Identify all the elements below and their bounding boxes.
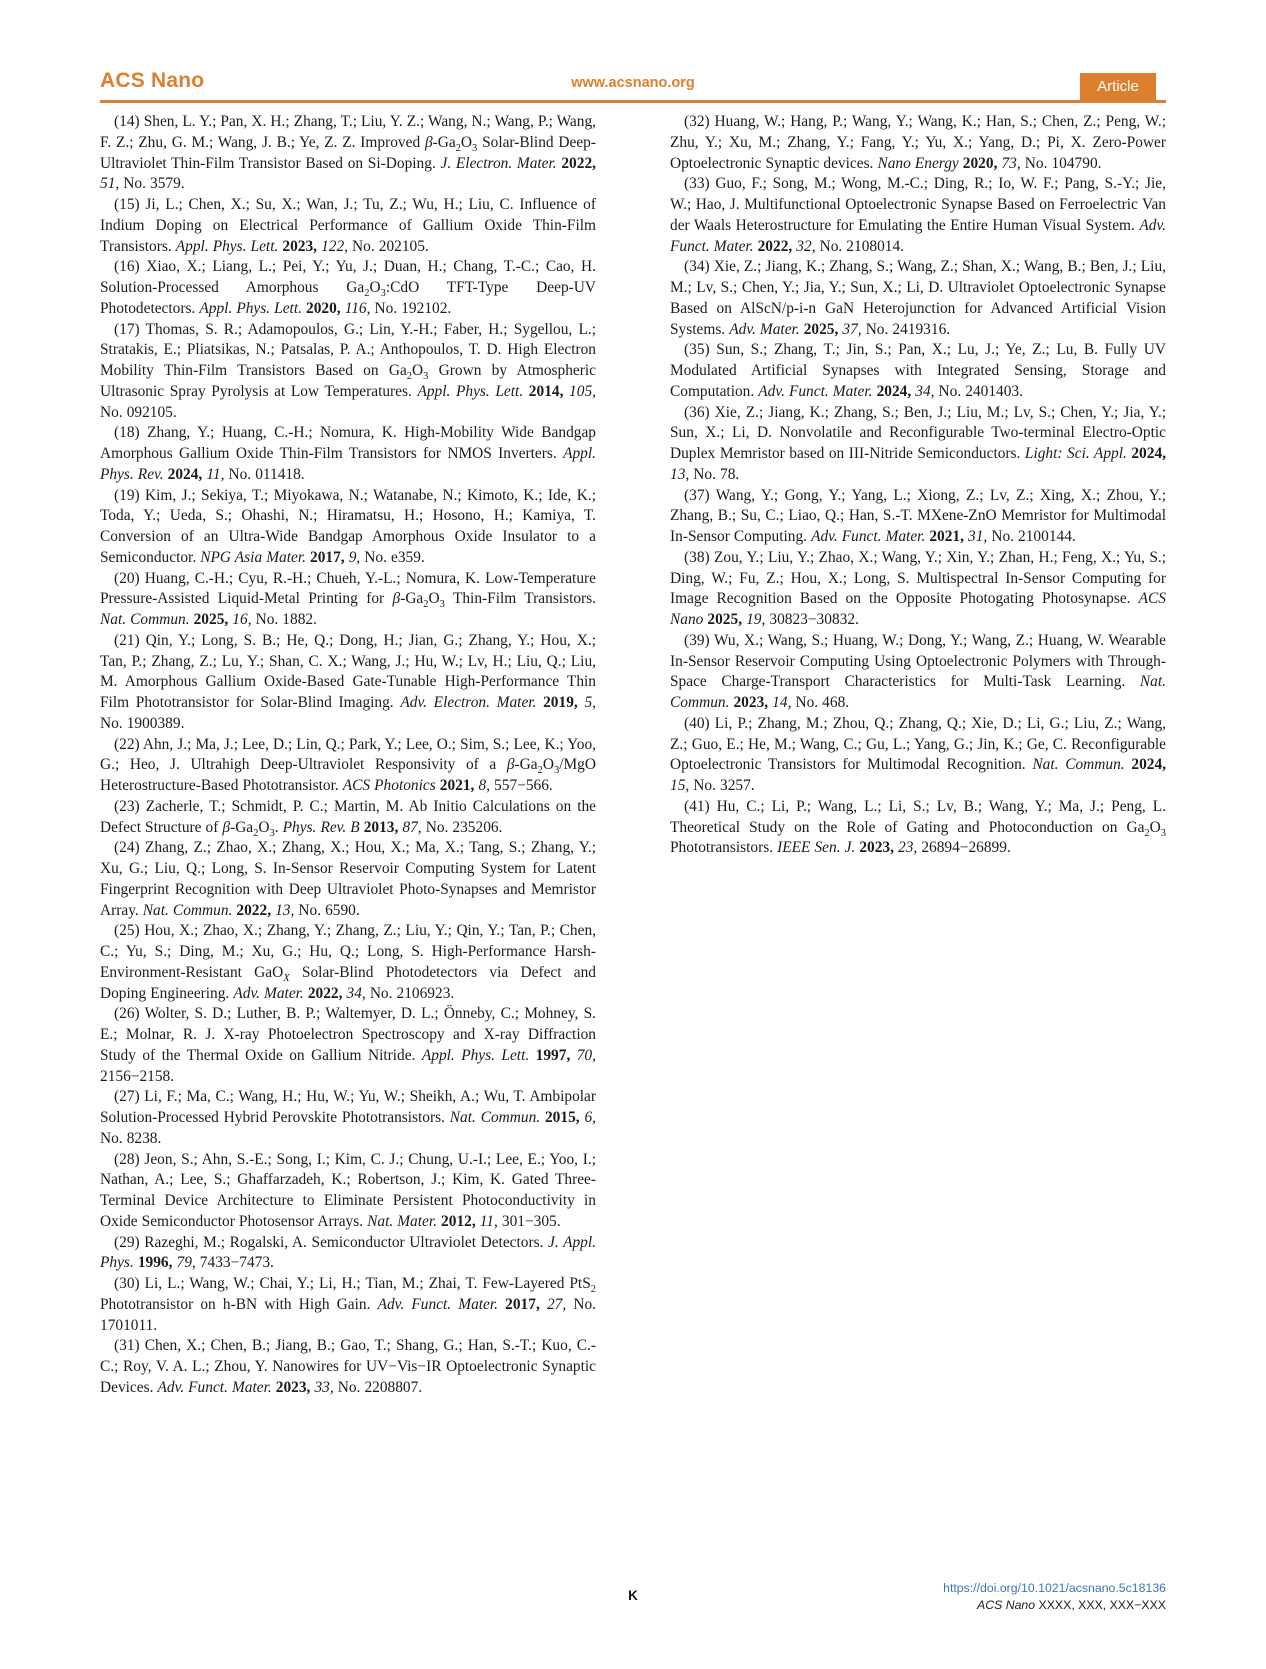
references-section — [100, 112, 1166, 1399]
ref-text-segment: (24) Zhang, Z.; Zhao, X.; Zhang, X.; Hou, X.; Ma, X.; Tang, S.; Zhang, Y.; Xu, G.; Liu, Q.; Long, S. In-Sensor Reservoir Computing System for Latent Fingerprint Recognition with Deep Ultraviolet Photo-Synapses and Memristor Array. — [100, 839, 596, 919]
ref-text-segment: No. 2401403. — [938, 382, 1023, 400]
footer — [100, 1578, 1166, 1628]
ref-text-segment: 2023, — [282, 237, 322, 255]
ref-text-segment: Nat. Commun. — [1032, 756, 1132, 774]
ref-text-segment: No. 2208807. — [337, 1378, 423, 1396]
ref-text-segment: O — [1149, 818, 1161, 836]
ref-text-segment: Adv. Electron. Mater. — [400, 694, 544, 711]
reference-item — [670, 112, 1166, 174]
ref-text-segment: Appl. Phys. Lett. — [417, 382, 529, 400]
ref-text-segment: 2025, — [803, 320, 843, 338]
ref-text-segment: 87, — [402, 818, 426, 836]
ref-text-segment: 2024, — [1131, 445, 1166, 462]
ref-text-segment: (26) Wolter, S. D.; Luther, B. P.; Waltemyer, D. L.; Önneby, C.; Mohney, S. E.; Molnar, R. J. X-ray Photoelectron Spectroscopy and X-ray Diffraction Study of the Thermal Oxide on Gallium Nitride. — [100, 1005, 596, 1064]
ref-text-segment: Light: Sci. Appl. — [1024, 445, 1132, 462]
reference-item — [670, 486, 1166, 548]
ref-text-segment: (14) Shen, L. Y.; Pan, X. H.; Zhang, T.; Liu, Y. Z.; Wang, N.; Wang, P.; Wang, F. Z.; Zhu, G. M.; Wang, J. B.; Ye, Z. Z. Improved — [100, 113, 596, 151]
ref-text-segment: No. e359. — [364, 548, 425, 566]
ref-text-segment: (20) Huang, C.-H.; Cyu, R.-H.; Chueh, Y.-L.; Nomura, K. Low-Temperature Pressure-Assisted Liquid-Metal Printing for — [100, 569, 596, 608]
ref-text-segment: 9, — [348, 548, 365, 566]
ref-text-segment: No. 1900389. — [100, 714, 185, 732]
ref-text-segment: 2020, — [306, 299, 345, 317]
ref-text-segment: -Ga — [514, 756, 538, 774]
ref-text-segment: 105, — [569, 382, 596, 400]
ref-text-segment: J. Appl. Phys. — [100, 1233, 596, 1272]
ref-text-segment: No. 468. — [795, 694, 850, 711]
reference-item — [100, 112, 596, 195]
reference-item — [100, 1150, 596, 1233]
ref-text-segment: 2 — [537, 765, 543, 777]
ref-text-segment: (31) Chen, X.; Chen, B.; Jiang, B.; Gao, T.; Shang, G.; Han, S.-T.; Kuo, C.-C.; Roy, V. A. L.; Zhou, Y. Nanowires for UV−Vis−IR Optoelectronic Synaptic Devices. — [100, 1337, 596, 1396]
journal-url: www.acsnano.org — [571, 75, 695, 91]
ref-text-segment: No. 2108014. — [819, 237, 905, 255]
ref-text-segment: No. 104790. — [1024, 154, 1102, 172]
ref-text-segment: 2014, — [528, 382, 570, 400]
ref-text-segment: 3 — [472, 142, 478, 154]
ref-text-segment: (35) Sun, S.; Zhang, T.; Jin, S.; Pan, X.; Lu, J.; Ye, Z.; Lu, B. Fully UV Modulated Artificial Synapses with Integrated Sensing, Storage and Computation. — [670, 341, 1166, 400]
ref-text-segment: Thin-Film Transistors. — [444, 590, 597, 608]
ref-text-segment: Phototransistor on h-BN with High Gain. — [100, 1295, 378, 1313]
ref-text-segment: ACS Nano — [670, 590, 1166, 628]
ref-text-segment: Adv. Mater. — [233, 984, 308, 1002]
reference-item — [100, 486, 596, 569]
ref-text-segment: -Ga — [230, 818, 254, 836]
ref-text-segment: No. 6590. — [298, 901, 360, 919]
ref-text-segment: (33) Guo, F.; Song, M.; Wong, M.-C.; Ding, R.; Io, W. F.; Pang, S.-Y.; Jie, W.; Hao, J. Multifunctional Optoelectronic Synapse Based on Ferroelectric Van der Waals Heterostructure for Emulating the Entire Human Visual System. — [670, 175, 1166, 234]
ref-text-segment: J. Electron. Mater. — [440, 154, 562, 172]
ref-text-segment: 2022, — [561, 154, 596, 172]
ref-text-segment: 3 — [553, 765, 560, 777]
ref-text-segment: (30) Li, L.; Wang, W.; Chai, Y.; Li, H.; Tian, M.; Zhai, T. Few-Layered PtS — [114, 1275, 591, 1292]
ref-text-segment: 34, — [915, 382, 939, 400]
ref-text-segment: (28) Jeon, S.; Ahn, S.-E.; Song, I.; Kim, C. J.; Chung, U.-I.; Lee, E.; Yoo, I.; Nathan, A.; Lee, S.; Ghaffarzadeh, K.; Robertson, J.; Kim, K. Gated Three-Terminal Device Architecture to Eliminate Persistent Photoconductivity in Oxide Semiconductor Photosensor Arrays. — [100, 1150, 596, 1230]
ref-text-segment: (17) Thomas, S. R.; Adamopoulos, G.; Lin, Y.-H.; Faber, H.; Sygellou, L.; Stratakis, E.; Pliatsikas, N.; Patsalas, P. A.; Anthopoulos, T. D. High Electron Mobility Thin-Film Transistors Based on Ga — [100, 320, 596, 379]
reference-item — [100, 1233, 596, 1275]
ref-text-segment: O — [542, 756, 554, 774]
ref-text-segment: 2 — [590, 1284, 596, 1296]
ref-text-segment: 15, — [670, 777, 694, 794]
ref-text-segment: 79, — [176, 1254, 200, 1272]
reference-item — [100, 423, 596, 485]
ref-text-segment: Adv. Mater. — [729, 320, 804, 338]
ref-text-segment: 2156−2158. — [100, 1067, 175, 1085]
reference-item — [100, 797, 596, 839]
footer-citation-block — [943, 1580, 1166, 1614]
reference-item — [670, 631, 1166, 714]
ref-text-segment: No. 2100144. — [991, 528, 1076, 545]
ref-text-segment: 3 — [380, 288, 386, 300]
ref-text-segment: Grown by Atmospheric Ultrasonic Spray Pyrolysis at Low Temperatures. — [100, 362, 596, 400]
ref-text-segment: 19, — [746, 611, 770, 628]
ref-text-segment: Phototransistors. — [670, 839, 778, 857]
ref-text-segment: NPG Asia Mater. — [200, 548, 310, 566]
reference-item — [100, 569, 596, 631]
reference-item — [100, 1087, 596, 1149]
ref-text-segment: Adv. Funct. Mater. — [377, 1295, 506, 1313]
ref-text-segment: β — [506, 756, 515, 774]
ref-text-segment: No. 3257. — [693, 777, 755, 794]
ref-text-segment: No. 3579. — [123, 175, 185, 193]
ref-text-segment: (41) Hu, C.; Li, P.; Wang, L.; Li, S.; Lv, B.; Wang, Y.; Ma, J.; Peng, L. Theoretical Study on the Role of Gating and Photoconduction on Ga — [670, 797, 1166, 836]
ref-text-segment: 557−566. — [494, 777, 553, 794]
ref-text-segment: -Ga — [400, 590, 424, 608]
ref-text-segment: 2021, — [439, 777, 479, 794]
ref-text-segment: 2022, — [236, 901, 276, 919]
ref-text-segment: 1996, — [137, 1254, 177, 1272]
ref-text-segment: 3 — [439, 599, 445, 611]
ref-text-segment: 13, — [670, 465, 694, 483]
ref-text-segment: No. 8238. — [100, 1129, 162, 1147]
citation-journal-name: ACS Nano — [977, 1598, 1036, 1612]
ref-text-segment: (29) Razeghi, M.; Rogalski, A. Semiconductor Ultraviolet Detectors. — [114, 1233, 549, 1251]
ref-text-segment: Nat. Mater. — [367, 1212, 442, 1230]
reference-item — [100, 1336, 596, 1398]
ref-text-segment: β — [392, 590, 401, 608]
ref-text-segment: 33, — [314, 1378, 338, 1396]
ref-text-segment: 8, — [478, 777, 495, 794]
ref-text-segment: No. 192102. — [374, 299, 452, 317]
ref-text-segment: (32) Huang, W.; Hang, P.; Wang, Y.; Wang, K.; Han, S.; Chen, Z.; Peng, W.; Zhu, Y.; Xu, M.; Zhang, Y.; Fang, Y.; Yu, X.; Yang, D.; Pi, X. Zero-Power Optoelectronic Synaptic devices. — [670, 113, 1166, 172]
ref-text-segment: Adv. Funct. Mater. — [811, 528, 930, 545]
references-column-right — [670, 112, 1166, 1399]
citation-issue-info: XXXX, XXX, XXX−XXX — [1035, 1598, 1166, 1612]
ref-text-segment: IEEE Sen. J. — [777, 839, 860, 857]
ref-text-segment: 122, — [321, 237, 353, 255]
ref-text-segment: (40) Li, P.; Zhang, M.; Zhou, Q.; Zhang, Q.; Xie, D.; Li, G.; Liu, Z.; Wang, Z.; Guo, E.; He, M.; Wang, C.; Gu, L.; Yang, G.; Jin, K.; Ge, C. Reconfigurable Optoelectronic Transistors for Multimodal Recognition. — [670, 714, 1166, 774]
ref-text-segment: 14, — [772, 694, 796, 711]
ref-text-segment: No. 1701011. — [100, 1295, 596, 1334]
ref-text-segment: 70, — [576, 1046, 596, 1064]
ref-text-segment: 3 — [269, 827, 275, 839]
ref-text-segment: 37, — [842, 320, 866, 338]
ref-text-segment: 2025, — [707, 611, 747, 628]
ref-text-segment: Appl. Phys. Lett. — [199, 299, 306, 317]
ref-text-segment: Solar-Blind Deep-Ultraviolet Thin-Film Transistor Based on Si-Doping. — [100, 133, 596, 172]
ref-text-segment: 2025, — [193, 611, 233, 628]
journal-logo: ACS Nano — [100, 69, 205, 92]
header — [100, 0, 1166, 103]
header-rule — [100, 100, 1166, 103]
ref-text-segment: (37) Wang, Y.; Gong, Y.; Yang, L.; Xiong, Z.; Lv, Z.; Xing, X.; Zhou, Y.; Zhang, B.; Su, C.; Liao, Q.; Han, S.-T. MXene-ZnO Memristor for Multimodal In-Sensor Computing. — [670, 486, 1166, 545]
ref-text-segment: 26894−26899. — [921, 839, 1011, 857]
reference-item — [100, 735, 596, 797]
ref-text-segment: 2020, — [962, 154, 1002, 172]
ref-text-segment: Nat. Commun. — [670, 673, 1166, 711]
ref-text-segment: 1997, — [535, 1046, 577, 1064]
ref-text-segment: No. 2419316. — [865, 320, 951, 338]
ref-text-segment: Nano Energy — [877, 154, 963, 172]
ref-text-segment: 2022, — [757, 237, 797, 255]
ref-text-segment: No. 78. — [693, 465, 740, 483]
ref-text-segment: ACS Photonics — [342, 777, 440, 794]
ref-text-segment: 2019, — [543, 694, 585, 711]
article-type-badge: Article — [1080, 73, 1156, 100]
reference-item — [100, 195, 596, 257]
ref-text-segment: 2015, — [544, 1109, 585, 1126]
ref-text-segment: 2013, — [363, 818, 403, 836]
reference-item — [670, 403, 1166, 486]
ref-text-segment: O — [460, 133, 473, 151]
ref-text-segment: 34, — [346, 984, 370, 1002]
ref-text-segment: 11, — [206, 465, 229, 483]
reference-item — [100, 257, 596, 319]
reference-item — [670, 340, 1166, 402]
ref-text-segment: No. 011418. — [228, 465, 305, 483]
ref-text-segment: (21) Qin, Y.; Long, S. B.; He, Q.; Dong, H.; Jian, G.; Zhang, Y.; Hou, X.; Tan, P.; Zhang, Z.; Lu, Y.; Shan, C. X.; Wang, J.; Hu, W.; Lv, H.; Liu, Q.; Liu, M. Amorphous Gallium Oxide-Based Gate-Tunable High-Performance Thin Film Phototransistor for Solar-Blind Imaging. — [100, 631, 596, 711]
ref-text-segment: 2021, — [929, 528, 969, 545]
ref-text-segment: Adv. Funct. Mater. — [758, 382, 877, 400]
ref-text-segment: Adv. Funct. Mater. — [157, 1378, 276, 1396]
reference-item — [670, 257, 1166, 340]
ref-text-segment: 2023, — [733, 694, 773, 711]
ref-text-segment: 6, — [584, 1109, 596, 1126]
reference-item — [670, 174, 1166, 257]
ref-text-segment: Solar-Blind Photodetectors via Defect and Doping Engineering. — [100, 963, 596, 1002]
ref-text-segment: 2 — [455, 142, 461, 154]
ref-text-segment: 7433−7473. — [199, 1254, 274, 1272]
ref-text-segment: Appl. Phys. Lett. — [175, 237, 283, 255]
reference-item — [100, 1274, 596, 1336]
ref-text-segment: 31, — [968, 528, 992, 545]
ref-text-segment: Nat. Commun. — [142, 901, 237, 919]
ref-text-segment: β — [222, 818, 231, 836]
ref-text-segment: (15) Ji, L.; Chen, X.; Su, X.; Wan, J.; Tu, Z.; Wu, H.; Liu, C. Influence of Indium Doping on Electrical Performance of Gallium Oxide Thin-Film Transistors. — [100, 196, 596, 255]
ref-text-segment: (23) Zacherle, T.; Schmidt, P. C.; Martin, M. Ab Initio Calculations on the Defect Structure of — [100, 797, 596, 836]
ref-text-segment: Nat. Commun. — [449, 1109, 545, 1126]
ref-text-segment: 23, — [898, 839, 922, 857]
ref-text-segment: 13, — [275, 901, 299, 919]
reference-item — [100, 838, 596, 921]
ref-text-segment: O — [258, 818, 270, 836]
ref-text-segment: 301−305. — [501, 1212, 561, 1230]
ref-text-segment: No. 235206. — [425, 818, 503, 836]
ref-text-segment: 2023, — [275, 1378, 315, 1396]
ref-text-segment: . — [274, 818, 283, 836]
doi-link[interactable]: https://doi.org/10.1021/acsnano.5c18136 — [943, 1581, 1166, 1595]
ref-text-segment: X — [283, 972, 290, 984]
ref-text-segment: No. 2106923. — [369, 984, 455, 1002]
ref-text-segment: :CdO TFT-Type Deep-UV Photodetectors. — [100, 279, 596, 317]
ref-text-segment: 2 — [1144, 827, 1150, 839]
ref-text-segment: (25) Hou, X.; Zhao, X.; Zhang, Y.; Zhang, Z.; Liu, Y.; Qin, Y.; Tan, P.; Chen, C.; Yu, S.; Ding, M.; Xu, G.; Hu, Q.; Long, S. High-Performance Harsh-Environment-Resistant GaO — [100, 922, 596, 981]
ref-text-segment: Appl. Phys. Rev. — [100, 445, 596, 483]
ref-text-segment: 3 — [1160, 827, 1166, 839]
ref-text-segment: 2 — [253, 827, 259, 839]
ref-text-segment: 51, — [100, 175, 124, 193]
journal-citation — [943, 1597, 1166, 1614]
ref-text-segment: 5, — [584, 694, 596, 711]
reference-item — [670, 548, 1166, 631]
ref-text-segment: 27, — [546, 1295, 574, 1313]
references-column-left — [100, 112, 596, 1399]
ref-text-segment: (38) Zou, Y.; Liu, Y.; Zhao, X.; Wang, Y.; Xin, Y.; Zhan, H.; Feng, X.; Yu, S.; Ding, W.; Fu, Z.; Hou, X.; Long, S. Multispectral In-Sensor Computing for Image Recognition Based on the Opposite Photogating Photosynapse. — [670, 548, 1166, 608]
ref-text-segment: 16, — [232, 611, 256, 628]
ref-text-segment: (22) Ahn, J.; Ma, J.; Lee, D.; Lin, Q.; Park, Y.; Lee, O.; Sim, S.; Lee, K.; Yoo, G.; Heo, J. Ultrahigh Deep-Ultraviolet Responsivity of a — [100, 735, 596, 774]
ref-text-segment: 73, — [1001, 154, 1025, 172]
ref-text-segment: 2 — [423, 599, 429, 611]
ref-text-segment: 2024, — [1131, 756, 1167, 774]
ref-text-segment: No. 1882. — [255, 611, 317, 628]
ref-text-segment: 2 — [406, 371, 413, 383]
ref-text-segment: 3 — [423, 371, 429, 383]
reference-item — [100, 921, 596, 1004]
ref-text-segment: No. 202105. — [352, 237, 429, 255]
ref-text-segment: O — [369, 279, 381, 296]
reference-item — [100, 1004, 596, 1087]
ref-text-segment: O — [428, 590, 440, 608]
ref-text-segment: (39) Wu, X.; Wang, S.; Huang, W.; Dong, Y.; Wang, Z.; Huang, W. Wearable In-Sensor Reservoir Computing Using Optoelectronic Polymers with Through-Space Charge-Transport Characteristics for Multi-Task Learning. — [670, 631, 1166, 691]
ref-text-segment: 2012, — [441, 1212, 480, 1230]
ref-text-segment: -Ga — [432, 133, 456, 151]
ref-text-segment: 116, — [344, 299, 375, 317]
ref-text-segment: Adv. Funct. Mater. — [670, 216, 1166, 255]
reference-item — [100, 631, 596, 735]
ref-text-segment: 2017, — [310, 548, 349, 566]
ref-text-segment: Phys. Rev. B — [282, 818, 364, 836]
ref-text-segment: 2023, — [859, 839, 899, 857]
ref-text-segment: (36) Xie, Z.; Jiang, K.; Zhang, S.; Ben, J.; Liu, M.; Lv, S.; Chen, Y.; Jia, Y.; Sun, X.; Li, D. Nonvolatile and Reconfigurable Two-terminal Electro-Optic Duplex Memristor based on III-Nitride Semiconductors. — [670, 403, 1166, 462]
reference-item — [100, 320, 596, 424]
ref-text-segment: O — [412, 362, 424, 379]
ref-text-segment: 2024, — [876, 382, 916, 400]
ref-text-segment: 2017, — [505, 1295, 547, 1313]
ref-text-segment: 32, — [796, 237, 820, 255]
ref-text-segment: /MgO Heterostructure-Based Phototransistor. — [100, 756, 596, 794]
ref-text-segment: 2 — [364, 288, 370, 300]
ref-text-segment: 2024, — [167, 465, 207, 483]
reference-item — [670, 797, 1166, 859]
ref-text-segment: 30823−30832. — [769, 611, 859, 628]
ref-text-segment: (34) Xie, Z.; Jiang, K.; Zhang, S.; Wang, Z.; Shan, X.; Wang, B.; Ben, J.; Liu, M.; Lv, S.; Chen, Y.; Jia, Y.; Sun, X.; Li, D. Ultraviolet Optoelectronic Synapse Based on AlScN/p-i-n GaN Heterojunction for Advanced Artificial Vision Systems. — [670, 258, 1166, 338]
page-number: K — [628, 1588, 638, 1603]
ref-text-segment: No. 092105. — [100, 403, 177, 421]
ref-text-segment: (18) Zhang, Y.; Huang, C.-H.; Nomura, K. High-Mobility Wide Bandgap Amorphous Gallium Oxide Thin-Film Transistors for NMOS Inverters. — [100, 424, 596, 462]
ref-text-segment: 2022, — [307, 984, 347, 1002]
ref-text-segment: (19) Kim, J.; Sekiya, T.; Miyokawa, N.; Watanabe, N.; Kimoto, K.; Ide, K.; Toda, Y.; Ueda, S.; Ohashi, N.; Hiramatsu, H.; Hosono, H.; Kamiya, T. Conversion of an Ultra-Wide Bandgap Amorphous Oxide Insulator to a Semiconductor. — [100, 486, 596, 566]
ref-text-segment: β — [424, 133, 433, 151]
ref-text-segment: (27) Li, F.; Ma, C.; Wang, H.; Hu, W.; Yu, W.; Sheikh, A.; Wu, T. Ambipolar Solution-Processed Hybrid Perovskite Phototransistors. — [100, 1088, 596, 1126]
reference-item — [670, 714, 1166, 797]
ref-text-segment: Nat. Commun. — [100, 611, 194, 628]
ref-text-segment: (16) Xiao, X.; Liang, L.; Pei, Y.; Yu, J.; Duan, H.; Chang, T.-C.; Cao, H. Solution-Processed Amorphous Ga — [100, 258, 596, 296]
ref-text-segment: Appl. Phys. Lett. — [421, 1046, 536, 1064]
ref-text-segment: 11, — [479, 1212, 502, 1230]
